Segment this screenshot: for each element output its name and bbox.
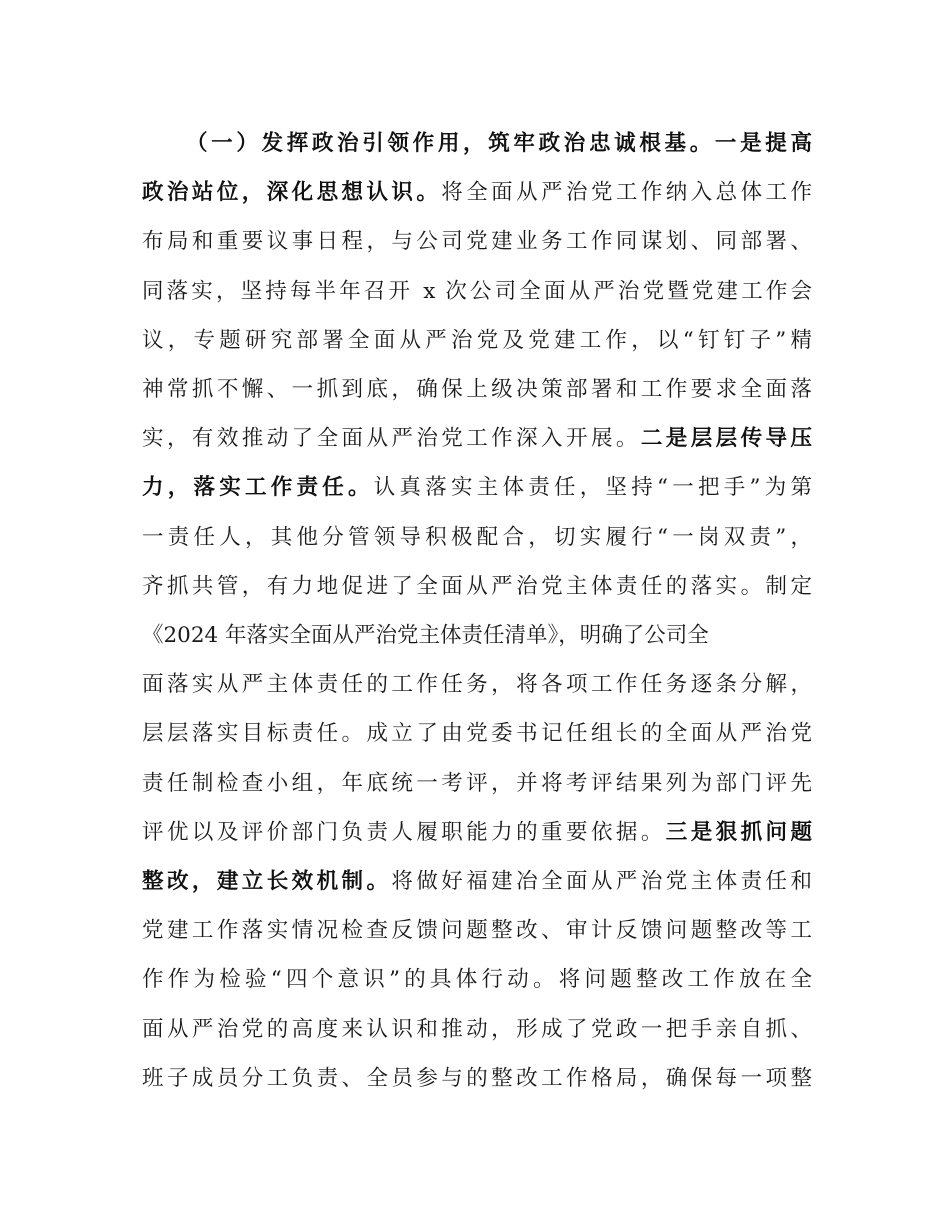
body-text: 《2024 年落实全面从严治党主体责任清单》，明确了公司全 <box>142 623 709 648</box>
text-line <box>142 222 812 262</box>
body-text: 齐抓共管，有力地促进了全面从严治党主体责任的落实。制定 <box>142 573 812 599</box>
text-line <box>186 124 812 164</box>
body-text: 布局和重要议事日程，与公司党建业务工作同谋划、同部署、 <box>142 229 812 255</box>
text-line <box>142 321 812 361</box>
text-line <box>142 862 812 902</box>
text-line <box>142 468 812 508</box>
body-text: 党建工作落实情况检查反馈问题整改、审计反馈问题整改等工 <box>142 918 812 944</box>
text-line <box>142 911 812 951</box>
body-text: 实，有效推动了全面从严治党工作深入开展。 <box>142 426 641 452</box>
body-text: 同落实，坚持每半年召开 x 次公司全面从严治党暨党建工作会 <box>142 278 812 304</box>
body-text: 评优以及评价部门负责人履职能力的重要依据。 <box>142 819 666 845</box>
bold-heading-text: 二是层层传导压 <box>640 426 812 452</box>
text-line <box>142 1010 812 1050</box>
bold-heading-text: 力，落实工作责任。 <box>142 475 374 501</box>
text-line <box>142 616 812 656</box>
body-text: 议，专题研究部署全面从严治党及党建工作，以“钉钉子”精 <box>142 327 812 353</box>
body-text: 层层落实目标责任。成立了由党委书记任组长的全面从严治党 <box>142 721 812 747</box>
body-text: 责任制检查小组，年底统一考评，并将考评结果列为部门评先 <box>142 770 812 796</box>
text-line <box>142 1059 812 1099</box>
body-text: 将全面从严治党工作纳入总体工作 <box>441 180 812 206</box>
bold-heading-text: 三是狠抓问题 <box>665 819 812 845</box>
body-text: 作作为检验“四个意识”的具体行动。将问题整改工作放在全 <box>142 967 812 993</box>
body-text: 神常抓不懈、一抓到底，确保上级决策部署和工作要求全面落 <box>142 377 812 402</box>
text-line <box>142 813 812 853</box>
bold-heading-text: 政治站位，深化思想认识。 <box>142 180 442 206</box>
bold-heading-text: 整改，建立长效机制。 <box>142 869 392 894</box>
body-text: 一责任人，其他分管领导积极配合，切实履行“一岗双责”， <box>142 524 812 550</box>
body-text: 面落实从严主体责任的工作任务，将各项工作任务逐条分解， <box>142 672 812 698</box>
body-text: 面从严治党的高度来认识和推动，形成了党政一把手亲自抓、 <box>142 1016 812 1042</box>
text-line <box>142 665 812 705</box>
text-line <box>142 960 812 1000</box>
text-line <box>142 370 812 410</box>
text-line <box>142 764 812 804</box>
text-line <box>142 567 812 607</box>
text-line <box>142 518 812 558</box>
text-line <box>142 419 812 459</box>
body-text: 认真落实主体责任，坚持“一把手”为第 <box>373 475 812 501</box>
bold-heading-text: （一）发挥政治引领作用，筑牢政治忠诚根基。一是提高 <box>186 131 812 156</box>
body-text: 班子成员分工负责、全员参与的整改工作格局，确保每一项整 <box>142 1065 812 1091</box>
text-line <box>142 173 812 213</box>
text-line <box>142 272 812 312</box>
text-line <box>142 714 812 754</box>
body-text: 将做好福建冶全面从严治党主体责任和 <box>391 869 812 894</box>
